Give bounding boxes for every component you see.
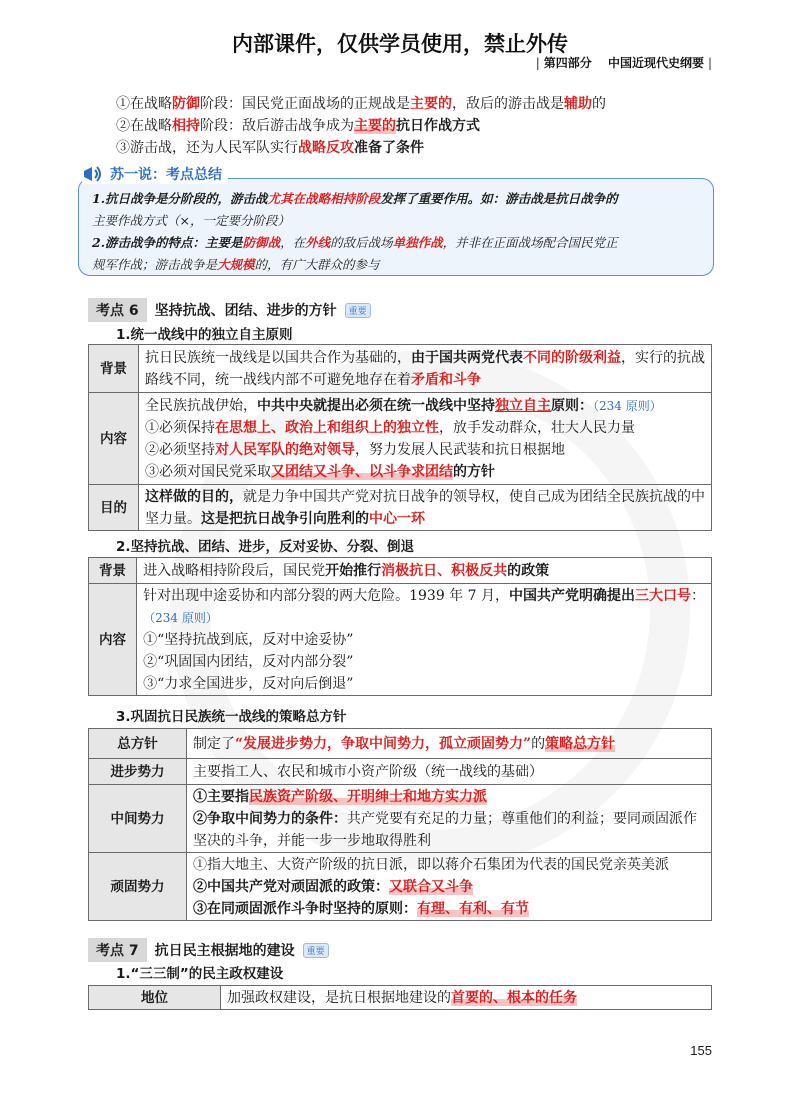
row-content-content: 全民族抗战伊始，中共中央就提出必须在统一战线中坚持独立自主原则：（234 原则） ①必须保持在思想上、政治上和组织上的独立性，放手发动群众，壮大人民力量 ②必须坚持对人民军队的绝对领导，努力发展人民武装和抗日根据地 ③必须对国民党采取又团结又斗争、以斗争求团结的方针 (139, 393, 712, 485)
row-label-background: 背景 (89, 345, 139, 393)
row-progressive-content: 主要指工人、农民和城市小资产阶级（统一战线的基础） (187, 759, 712, 785)
row-label-diehard: 顽固势力 (89, 853, 187, 921)
header-course: 中国近现代史纲要 (607, 56, 704, 70)
row-label-progressive: 进步势力 (89, 759, 187, 785)
section-heading-kd6 (88, 298, 371, 322)
row-label-general-policy: 总方针 (89, 729, 187, 759)
table-general-policy (88, 728, 712, 921)
summary-callout-header (82, 164, 228, 184)
row-purpose-content: 这样做的目的，就是力争中国共产党对抗日战争的领导权，使自己成为团结全民族抗战的中 坚力量。这是把抗日战争引向胜利的中心一环 (139, 485, 712, 531)
callout-line-1: 1.抗日战争是分阶段的，游击战尤其在战略相持阶段发挥了重要作用。如：游击战是抗日战争的 (92, 191, 618, 206)
callout-line-2: 主要作战方式（×，一定要分阶段） (92, 213, 290, 228)
section-heading-kd7 (88, 938, 329, 962)
stage-point-stalemate: ②在战略相持阶段：敌后游击战争成为主要的抗日作战方式 (116, 118, 480, 134)
row-general-policy-content: 制定了“发展进步势力，争取中间势力，孤立顽固势力”的策略总方针 (187, 729, 712, 759)
kd6-badge: 考点 6 (88, 298, 147, 322)
kd7-badge: 考点 7 (88, 938, 147, 962)
kd7-sub-1: 1.“三三制”的民主政权建设 (116, 966, 284, 982)
row-label-background-2: 背景 (89, 558, 137, 584)
page-number: 155 (690, 1043, 712, 1058)
row-background-2-content: 进入战略相持阶段后，国民党开始推行消极抗日、积极反共的政策 (137, 558, 712, 584)
row-content-2-content: 针对出现中途妥协和内部分裂的两大危险。1939 年 7 月，中国共产党明确提出三大口号： （234 原则） ①“坚持抗战到底，反对中途妥协” ②“巩固国内团结，反对内部分裂” ③“力求全国进步，反对向后倒退” (137, 584, 712, 696)
megaphone-icon (82, 164, 104, 184)
row-label-purpose: 目的 (89, 485, 139, 531)
row-label-middle: 中间势力 (89, 785, 187, 853)
row-middle-content: ①主要指民族资产阶级、开明绅士和地方实力派 ②争取中间势力的条件：共产党要有充足的力量；尊重他们的利益；要同顽固派作 坚决的斗争，并能一步一步地取得胜利 (187, 785, 712, 853)
kd7-title: 抗日民主根据地的建设 (154, 943, 295, 959)
row-label-content: 内容 (89, 393, 139, 485)
table-three-thirds-system (88, 985, 712, 1010)
kd6-sub-2: 2.坚持抗战、团结、进步，反对妥协、分裂、倒退 (116, 539, 415, 555)
page-header-title: 内部课件，仅供学员使用，禁止外传 (232, 32, 568, 56)
summary-callout-title: 苏一说：考点总结 (110, 167, 222, 183)
callout-line-4: 规军作战；游击战争是大规模的，有广大群众的参与 (92, 257, 380, 272)
kd6-title: 坚持抗战、团结、进步的方针 (154, 303, 337, 319)
important-tag: 重要 (345, 303, 371, 318)
row-diehard-content: ①指大地主、大资产阶级的抗日派，即以蒋介石集团为代表的国民党亲英美派 ②中国共产党对顽固派的政策：又联合又斗争 ③在同顽固派作斗争时坚持的原则：有理、有利、有节 (187, 853, 712, 921)
kd6-sub-1: 1.统一战线中的独立自主原则 (116, 327, 293, 343)
table-persist-resistance (88, 557, 712, 696)
table-independence-principle (88, 344, 712, 531)
row-background-content: 抗日民族统一战线是以国共合作为基础的，由于国共两党代表不同的阶级利益，实行的抗战 路线不同，统一战线内部不可避免地存在着矛盾和斗争 (139, 345, 712, 393)
row-label-content-2: 内容 (89, 584, 137, 696)
row-label-status: 地位 (89, 986, 221, 1010)
kd6-sub-3: 3.巩固抗日民族统一战线的策略总方针 (116, 709, 347, 725)
stage-point-defense: ①在战略防御阶段：国民党正面战场的正规战是主要的，敌后的游击战是辅助的 (116, 96, 606, 112)
header-part: 第四部分 (543, 56, 592, 70)
stage-point-guerrilla: ③游击战，还为人民军队实行战略反攻准备了条件 (116, 140, 424, 156)
row-status-content: 加强政权建设，是抗日根据地建设的首要的、根本的任务 (221, 986, 712, 1010)
callout-line-3: 2.游击战争的特点：主要是防御战，在外线的敌后战场单独作战，并非在正面战场配合国民党正 (92, 235, 618, 250)
important-tag: 重要 (303, 943, 329, 958)
page-header-section: | 第四部分 中国近现代史纲要 | (535, 56, 712, 70)
